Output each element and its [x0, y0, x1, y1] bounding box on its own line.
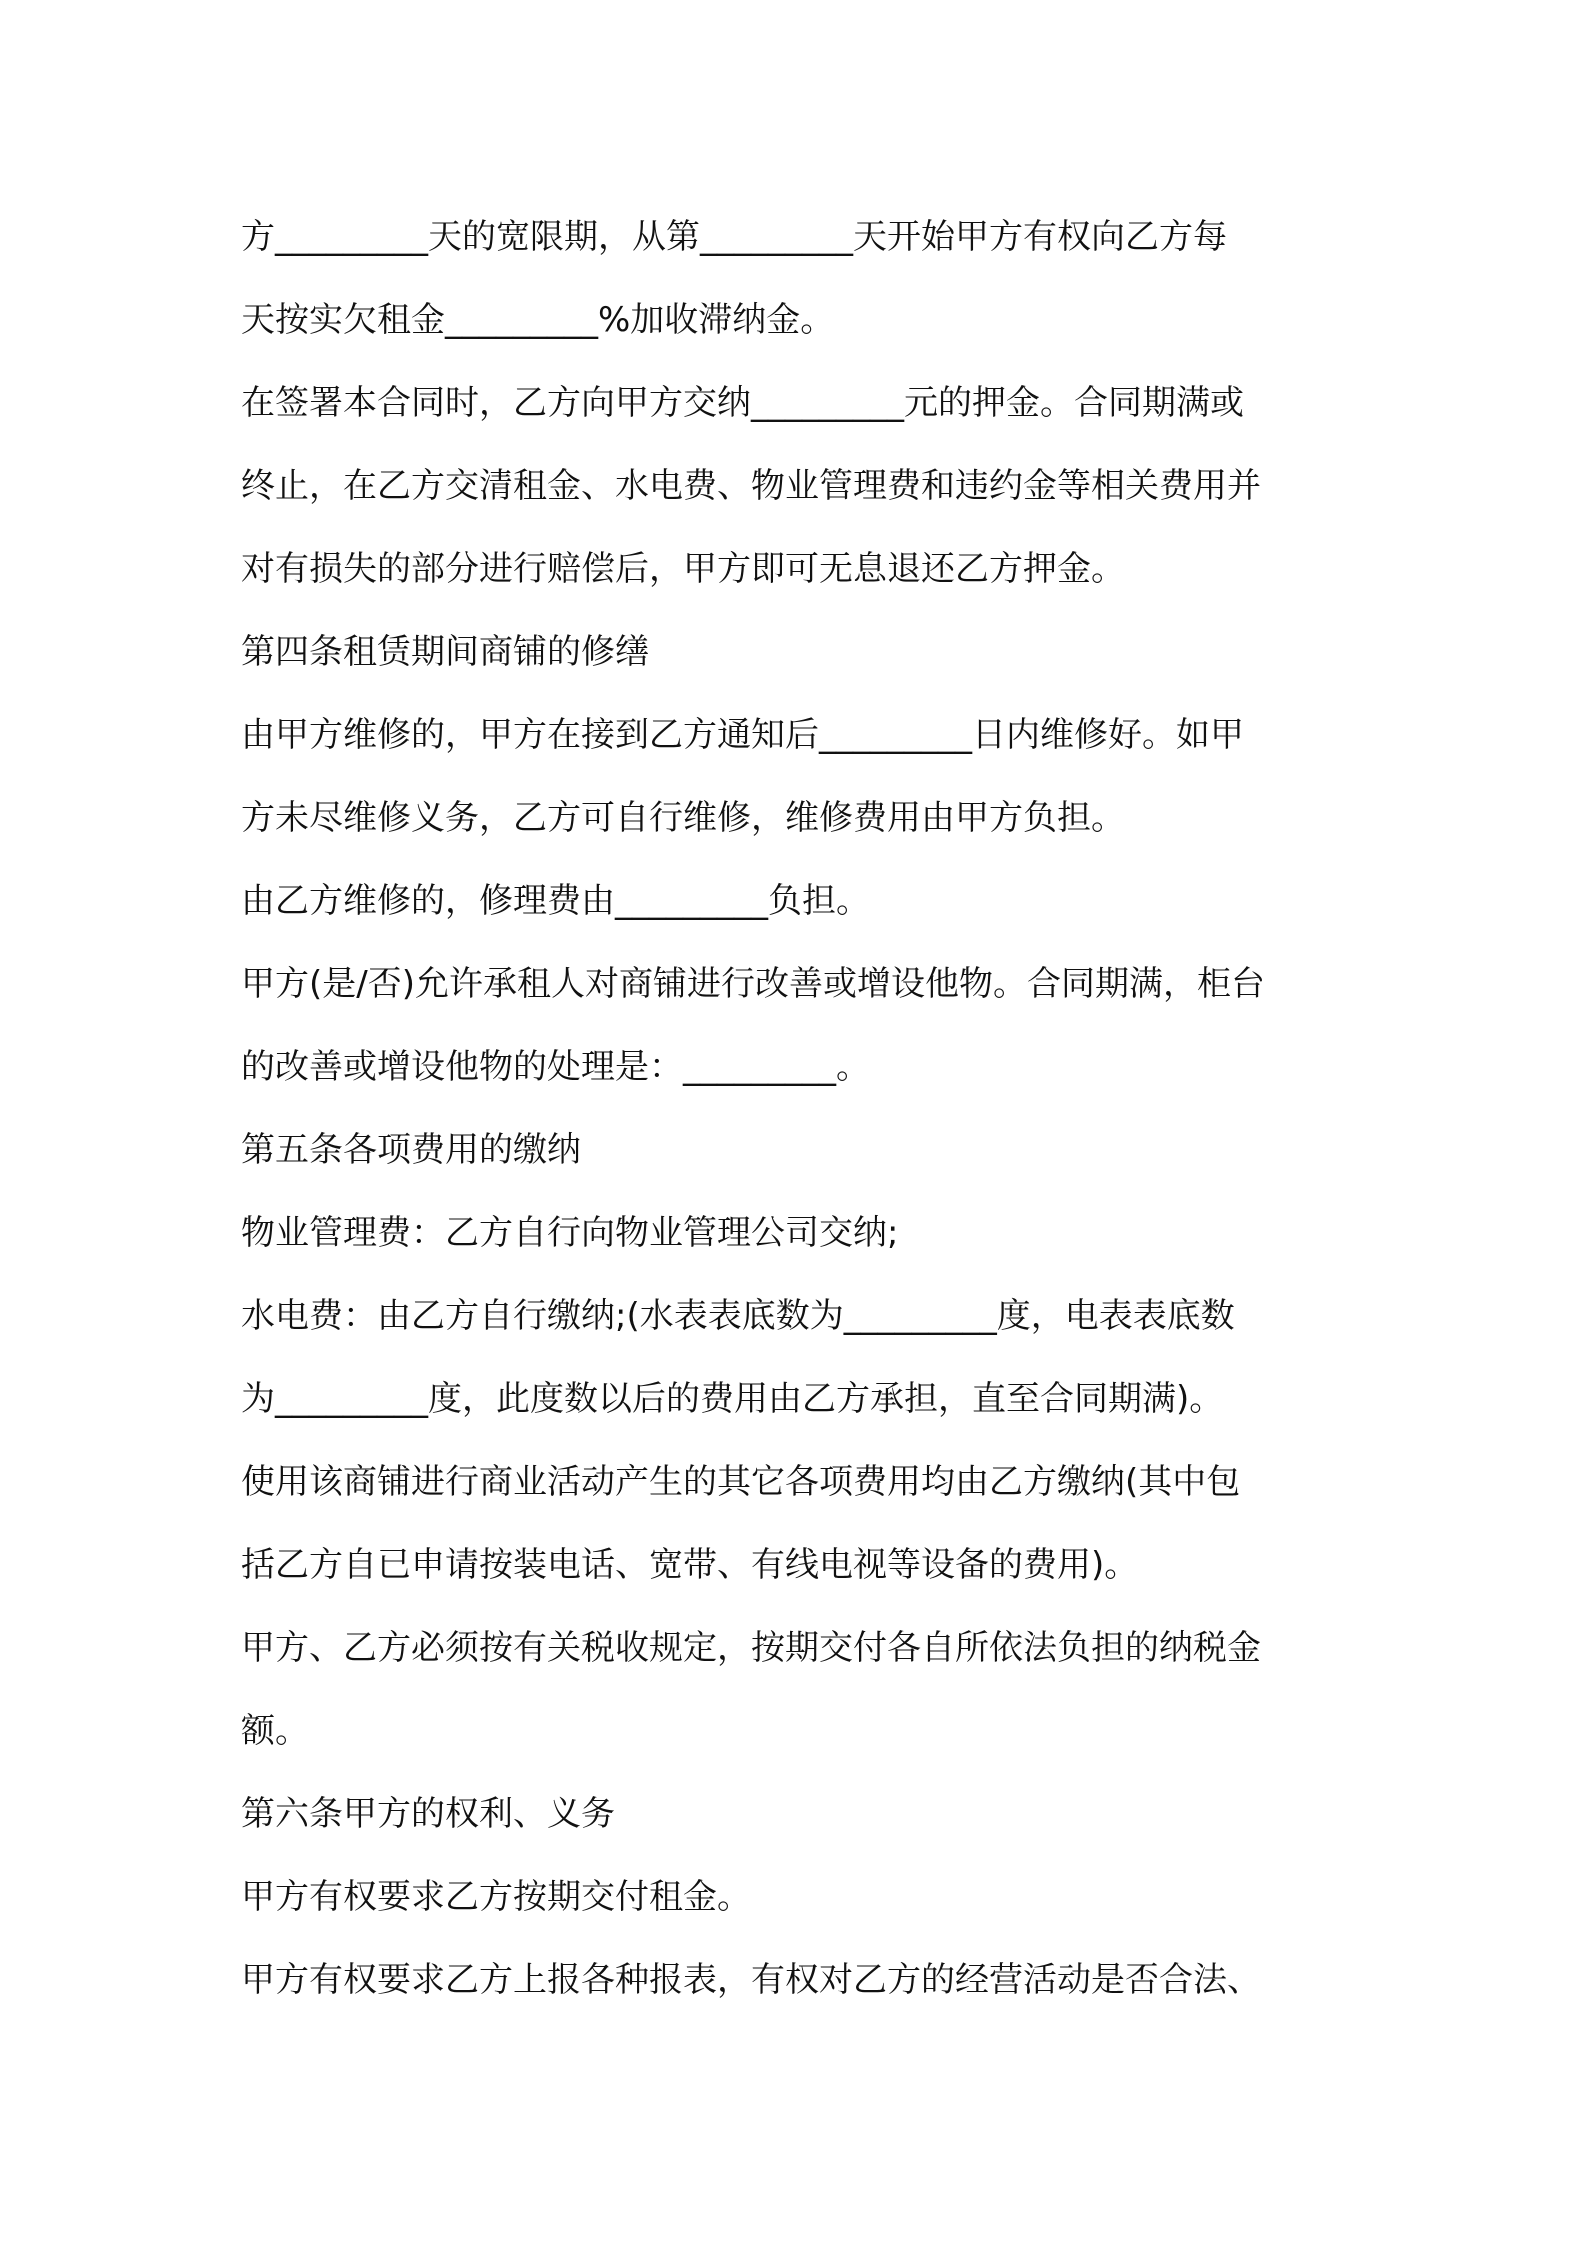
text-line: 天按实欠租金_________%加收滞纳金。: [241, 300, 835, 340]
text-line: 使用该商铺进行商业活动产生的其它各项费用均由乙方缴纳(其中包: [241, 1462, 1241, 1502]
text-line: 终止，在乙方交清租金、水电费、物业管理费和违约金等相关费用并: [241, 466, 1261, 506]
document-body: [241, 196, 1361, 2022]
text-line: 甲方、乙方必须按有关税收规定，按期交付各自所依法负担的纳税金: [241, 1628, 1261, 1668]
text-line: 甲方有权要求乙方上报各种报表，有权对乙方的经营活动是否合法、: [241, 1960, 1261, 2000]
text-line: 括乙方自已申请按装电话、宽带、有线电视等设备的费用)。: [241, 1545, 1139, 1585]
text-line: 方未尽维修义务，乙方可自行维修，维修费用由甲方负担。: [241, 798, 1125, 838]
text-line: 物业管理费：乙方自行向物业管理公司交纳;: [241, 1213, 899, 1253]
section-heading: 第五条各项费用的缴纳: [241, 1130, 581, 1170]
text-line: 水电费：由乙方自行缴纳;(水表表底数为_________度，电表表底数: [241, 1296, 1235, 1336]
text-line: 为_________度，此度数以后的费用由乙方承担，直至合同期满)。: [241, 1379, 1224, 1419]
text-line: 甲方有权要求乙方按期交付租金。: [241, 1877, 751, 1917]
text-line: 在签署本合同时，乙方向甲方交纳_________元的押金。合同期满或: [241, 383, 1244, 423]
text-line: 的改善或增设他物的处理是：_________。: [241, 1047, 870, 1087]
section-heading: 第六条甲方的权利、义务: [241, 1794, 615, 1834]
section-heading: 第四条租赁期间商铺的修缮: [241, 632, 649, 672]
text-line: 由甲方维修的，甲方在接到乙方通知后_________日内维修好。如甲: [241, 715, 1244, 755]
text-line: 由乙方维修的，修理费由_________负担。: [241, 881, 870, 921]
text-line: 对有损失的部分进行赔偿后，甲方即可无息退还乙方押金。: [241, 549, 1125, 589]
text-line: 甲方(是/否)允许承租人对商铺进行改善或增设他物。合同期满，柜台: [241, 964, 1265, 1004]
text-line: 方_________天的宽限期，从第_________天开始甲方有权向乙方每: [241, 217, 1227, 257]
text-line: 额。: [241, 1711, 309, 1751]
